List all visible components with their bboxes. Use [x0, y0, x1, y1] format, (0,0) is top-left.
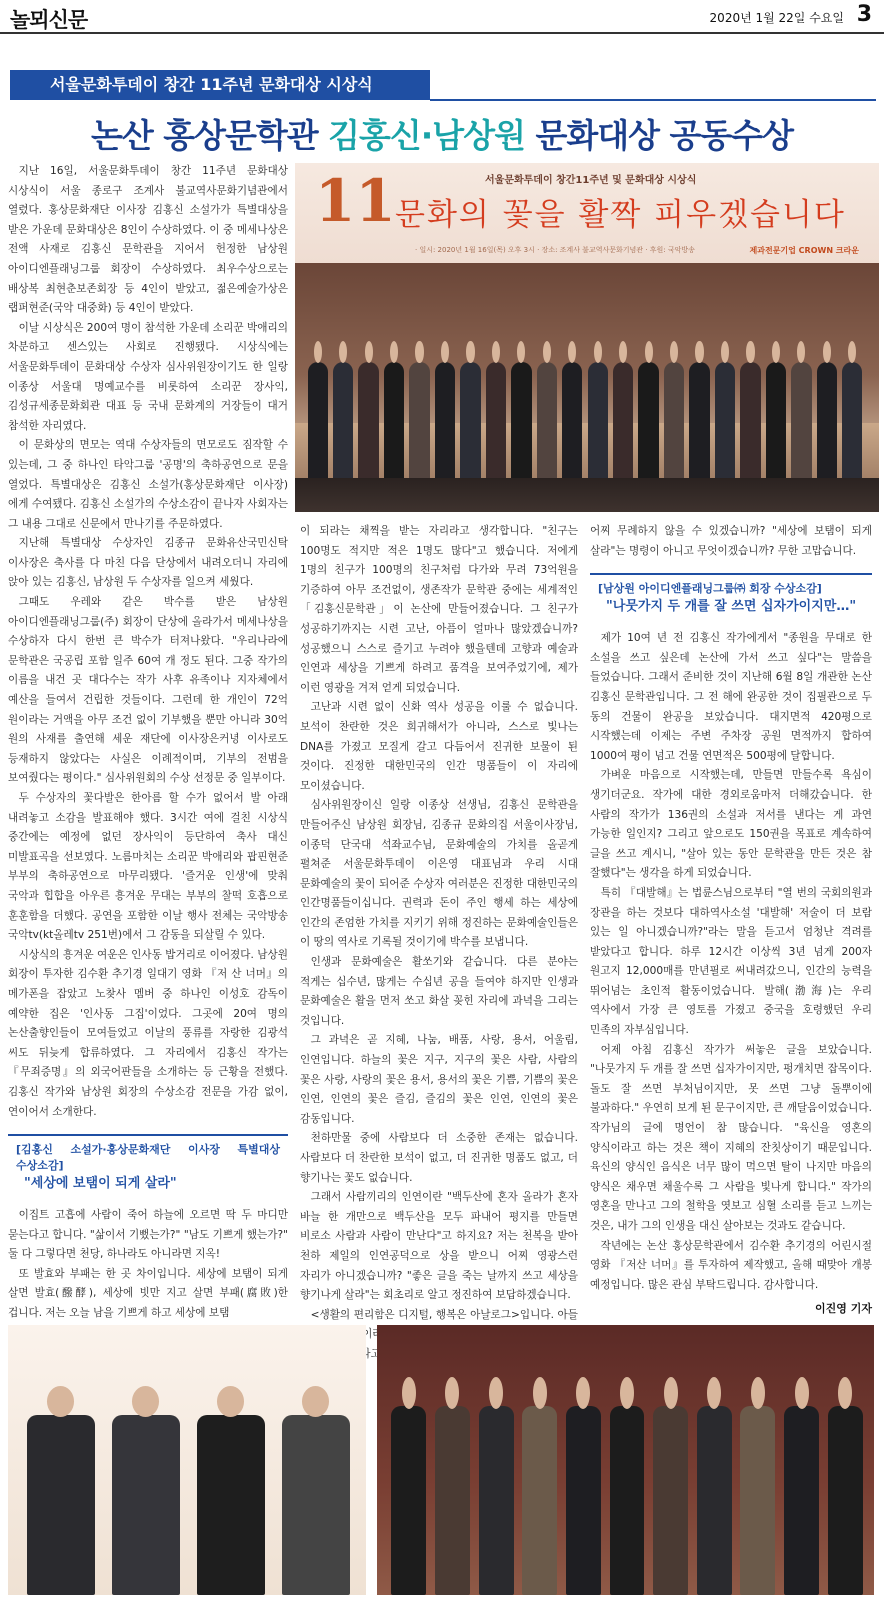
person-figure: [479, 1406, 514, 1595]
paragraph: 작년에는 논산 홍상문학관에서 김수환 추기경의 어린시절 영화 『저산 너머』를 투자하여 제작했고, 올해 때맞아 개봉 예정입니다. 많은 관심 부탁드립니다. 감사합니다.: [590, 1239, 872, 1291]
headline-part3: 문화대상 공동수상: [524, 116, 793, 155]
person-figure: [715, 362, 735, 493]
paragraph: 어찌 무례하지 않을 수 있겠습니까? "세상에 보탬이 되게 살라"는 명령이 아니고 무엇이겠습니까? 무한 고맙습니다.: [590, 525, 872, 557]
person-figure: [409, 362, 429, 493]
paragraph: 지난 16일, 서울문화투데이 창간 11주년 문화대상 시상식이 서울 종로구 조계사 불교역사문화기념관에서 열렸다. 홍상문화재단 이사장 김홍신 소설가가 특별대상을 받은 가운데 문화대상은 8인이 수상하였다. 이 중 메세나상은 전액 사재로 김홍신 문학관을 지어서 헌정한 남상원 아이디엔플래닝그룹 회장이 수상하였다. 최우수상으로는 배상복 최현춘보존회장 등 4인이 받았고, 젊은예술가상은 랩퍼현준(국악 대중화) 등 4인이 받았다.: [8, 165, 288, 315]
audience-foreground: [295, 478, 879, 512]
person-figure: [435, 362, 455, 493]
person-figure: [282, 1415, 350, 1595]
person-head: [746, 341, 754, 363]
person-figure: [460, 362, 480, 493]
person-head: [795, 1377, 809, 1409]
paragraph: 이 문화상의 면모는 역대 수상자들의 면모로도 짐작할 수 있는데, 그 중 하나인 타악그룹 '공명'의 축하공연으로 문을 열었다. 특별대상은 김홍신 소설가(홍상문화재단 이사장)에게 수여됐다. 김홍신 소설가의 수상소감이 끝나자 사회자는 그 내용 그대로 신문에서 만나기를 주문하였다.: [8, 439, 288, 530]
person-figure: [791, 362, 811, 493]
article-column-1: [8, 162, 288, 1320]
paragraph: 그 과녁은 곧 지혜, 나눔, 배품, 사랑, 용서, 어울림, 인연입니다. 하늘의 꽃은 지구, 지구의 꽃은 사람, 사람의 꽃은 사랑, 사랑의 꽃은 용서, 용서의 꽃은 기쁨, 기쁨의 꽃은 인연, 인연의 꽃은 즐김, 즐김의 꽃은 인연, 인연의 꽃은 감동입니다.: [300, 1034, 578, 1125]
banner-info: · 일시: 2020년 1월 16일(목) 오후 3시 · 장소: 조계사 불교역사문화기념관 · 후원: 국악방송: [415, 246, 695, 254]
banner-number: 11: [315, 167, 396, 235]
person-figure: [358, 362, 378, 493]
newspaper-logo: 놀뫼신문: [10, 7, 88, 32]
person-figure: [638, 362, 658, 493]
paragraph: 시상식의 흥겨운 여운은 인사동 밥거리로 이어졌다. 남상원 회장이 투자한 김수환 추기경 일대기 영화 『저 산 너머』의 메가폰을 잡았고 노찾사 멤버 중 하나인 이성호 감독이 예약한 집은 '인사동 그집'이었다. 그곳에 20여 명의 논산출향인들이 모여들었고 이날의 풍류를 자랑한 김광석 씨도 뒤늦게 합류하였다. 그 자리에서 김홍신 작가는 『무죄증명』의 외국어판들을 소개하는 등 근황을 전했다. 김홍신 작가와 남상원 회장의 수상소감 전문을 가감 없이, 연이어서 소개한다.: [8, 948, 288, 1118]
person-head: [543, 341, 551, 363]
person-figure: [562, 362, 582, 493]
person-figure: [740, 362, 760, 493]
person-head: [302, 1386, 329, 1417]
paragraph: 이 되라는 채찍을 받는 자리라고 생각합니다. "친구는 100명도 적지만 적은 1명도 많다"고 했습니다. 저에게 1명의 친구가 100명의 친구처럼 다가와 무려 73억원을 기증하여 아무 조건없이, 생존작가 문학관 중에는 세계적인 「김홍신문학관」이 논산에 만들어졌습니다. 그 친구가 성공하기까지는 시련 고난, 아픔이 얼마나 많았겠습니까? 성공했으니 스스로 즐기고 누려야 했을텐데 고향과 예술과 인연과 세상을 기쁘게 하려고 품격을 보여주었기에, 제가 이런 영광을 겨져 얻게 되었습니다.: [300, 525, 578, 694]
person-head: [620, 1377, 634, 1409]
person-figure: [697, 1406, 732, 1595]
section-band: 서울문화투데이 창간 11주년 문화대상 시상식: [10, 70, 430, 100]
person-figure: [566, 1406, 601, 1595]
person-head: [217, 1386, 244, 1417]
banner-subtitle: 서울문화투데이 창간11주년 및 문화대상 시상식: [485, 175, 697, 186]
subhead-nam: [590, 573, 872, 621]
person-figure: [197, 1415, 265, 1595]
headline: [0, 110, 884, 157]
person-head: [415, 341, 423, 363]
banner-sponsor: 제과전문기업 CROWN 크라운: [749, 246, 859, 255]
person-head: [707, 1377, 721, 1409]
person-head: [365, 341, 373, 363]
stage-banner: [295, 163, 879, 263]
issue-date: 2020년 1월 22일 수요일: [709, 11, 844, 25]
person-figure: [689, 362, 709, 493]
person-figure: [766, 362, 786, 493]
byline: 이진영 기자: [815, 1302, 872, 1315]
person-figure: [817, 362, 837, 493]
subhead-quote: "나뭇가지 두 개를 잘 쓰면 십자가이지만…": [606, 599, 857, 615]
person-figure: [391, 1406, 426, 1595]
paragraph: 또 발효와 부패는 한 곳 차이입니다. 세상에 보탬이 되게 살면 발효(醱酵), 세상에 빗만 지고 살면 부패(腐敗)한 겁니다. 저는 오늘 남을 기쁘게 하고 세상에 보탬: [8, 1267, 288, 1320]
person-head: [576, 1377, 590, 1409]
person-figure: [828, 1406, 863, 1595]
subhead-quote: "세상에 보탬이 되게 살라": [24, 1176, 177, 1192]
masthead: [0, 0, 884, 34]
paragraph: 이집트 고흡에 사람이 죽어 하늘에 오르면 딱 두 마디만 묻는다고 합니다. "삶이서 기뻤는가?" "남도 기쁘게 했는가?" 둘 다 그렇다면 천당, 하나라도 아니라면 지옥!: [8, 1209, 288, 1261]
person-head: [402, 1377, 416, 1409]
person-figure: [740, 1406, 775, 1595]
person-head: [664, 1377, 678, 1409]
person-head: [445, 1377, 459, 1409]
person-figure: [384, 362, 404, 493]
main-photo: [295, 163, 879, 512]
person-figure: [112, 1415, 180, 1595]
person-figure: [486, 362, 506, 493]
paragraph: 제가 10여 년 전 김홍신 작가에게서 "종원을 무대로 한 소설을 쓰고 싶은데 논산에 가서 쓰고 싶다"는 말씀을 들었습니다. 그래서 준비한 것이 지난해 6월 8일 개관한 논산 김홍신 문학관입니다. 그 전 해에 완공한 것이 집필관으로 두 동의 건물이 완공을 보았습니다. 대지면적 420평으로 시작했는데 이제는 주변 주차장 공원 면적까지 합하여 1000여 평이 넘고 건물 연면적은 500평에 달합니다.: [590, 632, 872, 762]
person-figure: [653, 1406, 688, 1595]
paragraph: 이날 시상식은 200여 명이 참석한 가운데 소리꾼 박애리의 차분하고 센스있는 사회로 진행됐다. 시상식에는 서울문화투데이 문화대상 수상자 심사위원장이기도 한 일랑 이종상 서울대 명예교수를 비롯하여 소리꾼 장사익, 김성규세종문화회관 대표 등 국내 문화계의 거장들이 대거 참석한 자리였다.: [8, 321, 288, 432]
subhead-title: [김홍신 소설가·홍상문화재단 이사장 특별대상 수상소감]: [16, 1143, 280, 1173]
subhead-title: [남상원 아이디엔플래닝그룹㈜ 회장 수상소감]: [598, 582, 822, 596]
person-head: [132, 1386, 159, 1417]
paragraph: <생활의 편리함은 디지털, 행복은 아날로그>입니다. 아들: [310, 1308, 578, 1321]
person-figure: [842, 362, 862, 493]
subhead-kim: [8, 1134, 288, 1198]
paragraph: 고난과 시련 없이 신화 역사 성공을 이룰 수 없습니다. 보석이 찬란한 것은 희귀해서가 아니라, 스스로 빛나는 DNA를 가졌고 모질게 갈고 다듬어서 진귀한 보물이 된 것이다. 진정한 대한민국의 인간 명품들이 이 자리에 모이셨습니다.: [300, 701, 578, 792]
person-head: [645, 341, 653, 363]
person-head: [489, 1377, 503, 1409]
paragraph: 특히 『대발해』는 법륜스님으로부터 "열 번의 국회의원과 장관을 하는 것보다 대하역사소설 '대발해' 저술이 더 보람 있는 일 아니겠습니까?"라는 말을 듣고서 엄청난 격려를 받았다고 합니다. 하루 12시간 이상씩 3년 넘게 200자 원고지 12,000매를 만년필로 써내려갔으니, 인간의 능력을 뛰어넘는 초인적 활동이었습니다. 발해(渤海)는 우리 역사에서 가장 큰 영토를 가졌고 중국을 호령했던 우리 민족의 자부심입니다.: [590, 886, 872, 1037]
paragraph: 심사위원장이신 일랑 이종상 선생님, 김홍신 문학관을 만들어주신 남상원 회장님, 김종규 문화의집 서울이사장님, 이종덕 단국대 석좌교수님, 문화예술의 가치를 올곧게 펼쳐준 서울문화투데이 이은영 대표님과 우리 시대 문화예술의 꽃이 되어준 수상자 여러분은 진정한 대한민국의 인간명품들이십니다. 권력과 돈이 주인 행세 하는 세상에 인간의 존엄한 가치를 지키기 위해 정진하는 문화예술인들은 이 땅의 역사로 기록될 것이기에 박수를 보냅니다.: [300, 799, 578, 949]
person-head: [838, 1377, 852, 1409]
person-figure: [784, 1406, 819, 1595]
person-figure: [333, 362, 353, 493]
person-figure: [308, 362, 328, 493]
paragraph: 그때도 우레와 같은 박수를 받은 남상원 아이디엔플래닝그룹(주) 회장이 단상에 올라가서 메세나상을 수상하자 다시 한번 큰 박수가 터져나왔다. "우리나라에 문학관은 국공립 포함 일주 60여 개 정도 된다. 그중 작가의 이름을 내건 곳 대다수는 작가 사후 유족이나 지자체에서 예산을 들여서 건립한 것들이다. 그런데 한 개인이 72억 원이라는 거액을 아무 조건 없이 기부했을 뿐만 아니라 30억 원의 사재를 출연해 세운 재단에 이사장은커녕 이사로도 등재하지 않았다는 사실은 이례적이며, 기부의 전범을 보여줬다는 평이다." 심사위원회의 수상 선정문 중 일부이다.: [8, 596, 288, 785]
paragraph: 인생과 문화예술은 활쏘기와 같습니다. 다른 분야는 적게는 십수년, 많게는 수십년 공을 들여야 하지만 인생과 문화예술은 활을 먼저 쏘고 화살 꽂힌 자리에 과녁을 그리는 것입니다.: [300, 956, 578, 1027]
person-figure: [610, 1406, 645, 1595]
person-figure: [435, 1406, 470, 1595]
paragraph: 그래서 사람끼리의 인연이란 "백두산에 혼자 올라가 혼자 바늘 한 개만으로 백두산을 모두 파내어 평지를 만들면 비로소 사람과 사람이 만난다"고 하지요? 저는 천복을 받아 천하 제일의 인연공덕으로 상을 받으니 어찌 영광스런 자리가 아니겠습니까? "좋은 글을 죽는 날까지 쓰고 세상을 향기나게 살라"는 회초리로 알고 정진하여 보답하겠습니다.: [300, 1191, 579, 1302]
person-figure: [27, 1415, 95, 1595]
article-column-3: [590, 522, 872, 1320]
paragraph: 두 수상자의 꽃다발은 한아름 할 수가 없어서 발 아래 내려놓고 소감을 발표해야 했다. 3시간 여에 걸친 시상식 중간에는 예정에 없던 장사익이 등단하여 축사 대신 미발표곡을 선보였다. 노름마치는 소리꾼 박애리와 팝핀현준 부부의 축하공연으로 마무리됐다. '즐거운 인생'에 맞춰 국악과 힙합을 아우른 흥겨운 무대는 부부의 찰떡 호흡으로 훈훈함을 더했다. 공연을 포함한 이날 행사 전체는 국악방송 국악tv(kt올레tv 251번)에서 그 감동을 되살릴 수 있다.: [8, 792, 288, 942]
person-head: [466, 341, 474, 363]
paragraph: 천하만물 중에 사람보다 더 소중한 존재는 없습니다. 사람보다 더 찬란한 보석이 없고, 더 진귀한 명품도 없고, 더 향기나는 꽃도 없습니다.: [300, 1132, 578, 1184]
person-figure: [664, 362, 684, 493]
person-head: [594, 341, 602, 363]
person-head: [47, 1386, 74, 1417]
person-head: [314, 341, 322, 363]
photo-group: [377, 1325, 874, 1595]
person-figure: [613, 362, 633, 493]
person-figure: [537, 362, 557, 493]
person-figure: [588, 362, 608, 493]
photo-award-recipients: [8, 1325, 366, 1595]
page-number: 3: [856, 2, 872, 27]
person-figure: [522, 1406, 557, 1595]
band-rule: [430, 99, 876, 101]
person-figure: [511, 362, 531, 493]
banner-title: 문화의 꽃을 활짝 피우겠습니다: [395, 197, 846, 233]
person-head: [533, 1377, 547, 1409]
person-head: [823, 341, 831, 363]
article-column-2: [300, 522, 578, 1320]
paragraph: 가벼운 마음으로 시작했는데, 만들면 만들수록 욕심이 생기더군요. 작가에 대한 경외로움마저 더해갔습니다. 한 사람의 작가가 136권의 소설과 저서를 낸다는 게 과연 가능한 일인지? 그리고 앞으로도 150권을 목표로 계속하여 글을 쓰고 계시니, "살아 있는 동안 문학관을 만든 것은 참 잘했다"는 생각을 하게 되었습니다.: [590, 769, 872, 880]
headline-names: 김홍신·남상원: [328, 116, 525, 155]
headline-part1: 논산 홍상문학관: [91, 116, 329, 155]
paragraph: 지난해 특별대상 수상자인 김종규 문화유산국민신탁 이사장은 축사를 다 마친 다음 단상에서 내려오더니 자리에 앉아 있는 김홍신, 남상원 두 수상자를 일으켜 세웠다.: [8, 537, 288, 589]
person-head: [695, 341, 703, 363]
person-head: [751, 1377, 765, 1409]
paragraph: 어제 아침 김홍신 작가가 써놓은 글을 보았습니다. "나뭇가지 두 개를 잘 쓰면 십자가이지만, 펑개치면 잡목이다. 돌도 잘 쓰면 부처님이지만, 못 쓰면 그냥 돌뿌이에 불과하다." 우연히 보게 된 문구이지만, 큰 깨달음이었습니다. 작가님의 글에 명언이 참 많습니다. "육신을 영혼의 양식이라고 하는 것은 책이 지혜의 잔칫상이기 때문입니다. 육신의 양식인 음식은 너무 많이 먹으면 탈이 나지만 마음의 양식은 채우면 채울수록 그 사람을 빛나게 합니다." 작가의 영혼을 만나고 그의 철학을 엿보고 심혈 소리를 듣고 느끼는 것은, 내가 그의 인생을 대신 살아보는 것과도 같습니다.: [590, 1043, 872, 1232]
